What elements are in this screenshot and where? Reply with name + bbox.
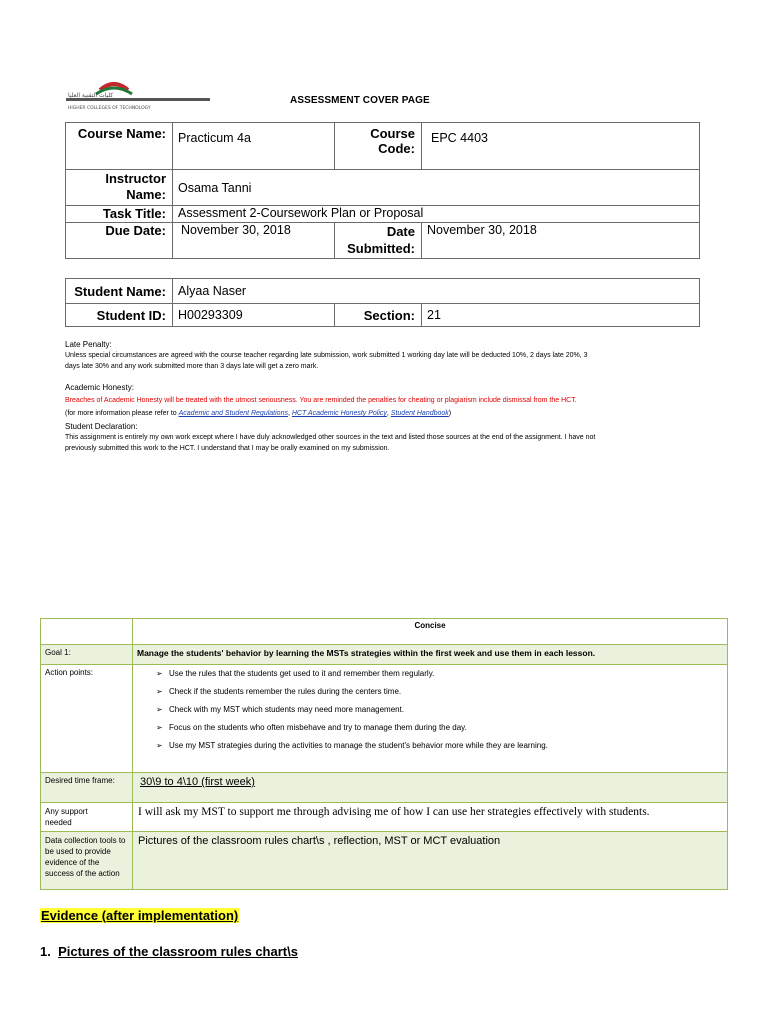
due-date-label: Due Date: (66, 223, 173, 259)
time-frame-text: 30\9 to 4\10 (first week) (140, 776, 255, 788)
more-info-suffix: ) (448, 410, 452, 417)
instructor-value: Osama Tanni (173, 170, 700, 206)
student-name-label: Student Name: (66, 279, 173, 304)
notes-section (65, 340, 710, 454)
date-submitted-label (335, 223, 422, 259)
goal-text: Manage the students' behavior by learning the MSTs strategies within the first week and use them in each lesson. (133, 645, 728, 665)
late-penalty-text-2: days late 30% and any work submitted more than 3 days late will get a zero mark. (65, 363, 319, 370)
student-id-value: H00293309 (173, 304, 335, 327)
action-point-item: ➢ Use my MST strategies during the activities to manage the student's behavior more while they are learning. (137, 741, 723, 759)
student-handbook-link[interactable]: Student Handbook (390, 410, 449, 417)
date-submitted-label-line1: Date (386, 224, 415, 239)
course-name-label: Course Name: (66, 123, 173, 170)
action-plan-table (40, 618, 728, 890)
hct-logo (62, 76, 214, 112)
date-submitted-label-line2: Submitted: (347, 241, 415, 256)
more-info-prefix: (for more information please refer to (65, 410, 179, 417)
time-frame-value (133, 773, 728, 803)
time-frame-label: Desired time frame: (41, 773, 133, 803)
support-label (41, 803, 133, 832)
action-point-item: ➢ Check with my MST which students may need more management. (137, 705, 723, 723)
late-penalty-title: Late Penalty: (65, 340, 112, 349)
academic-regulations-link[interactable]: Academic and Student Regulations (178, 410, 288, 417)
task-title-label: Task Title: (66, 206, 173, 223)
section-value: 21 (422, 304, 700, 327)
evidence-heading: Evidence (after implementation) (41, 908, 239, 923)
evidence-item-title (40, 944, 298, 959)
support-label-line2: needed (45, 818, 72, 827)
cover-page-title: ASSESSMENT COVER PAGE (290, 95, 430, 106)
goal-label: Goal 1: (41, 645, 133, 665)
data-collection-label: Data collection tools to be used to provide evidence of the success of the action (41, 832, 133, 890)
plan-heading: Concise (133, 619, 728, 645)
action-points-cell (133, 665, 728, 773)
svg-text:كليات التقنية العليا: كليات التقنية العليا (68, 92, 114, 99)
data-collection-value: Pictures of the classroom rules chart\s , reflection, MST or MCT evaluation (133, 832, 728, 890)
plan-heading-blank (41, 619, 133, 645)
student-declaration-text-2: previously submitted this work to the HCT. I understand that I may be orally examined on my submission. (65, 445, 390, 452)
student-declaration-text-1: This assignment is entirely my own work except where I have duly acknowledged other sources in the text and listed those sources at the end of the assignment. I have not (65, 434, 596, 441)
instructor-label-line1: Instructor (105, 171, 166, 186)
course-name-value: Practicum 4a (173, 123, 335, 170)
action-points-list (137, 669, 723, 759)
student-declaration-title: Student Declaration: (65, 422, 138, 431)
evidence-item-text: Pictures of the classroom rules chart\s (58, 944, 298, 959)
task-title-value: Assessment 2-Coursework Plan or Proposal (173, 206, 700, 223)
late-penalty-text-1: Unless special circumstances are agreed with the course teacher regarding late submission, work submitted 1 working day late will be deducted 10%, 2 days late 20%, 3 (65, 352, 588, 359)
support-label-line1: Any support (45, 807, 88, 816)
academic-honesty-policy-link[interactable]: HCT Academic Honesty Policy (291, 410, 387, 417)
course-info-table (65, 122, 700, 259)
action-point-item: ➢ Focus on the students who often misbehave and try to manage them during the day. (137, 723, 723, 741)
action-points-label: Action points: (41, 665, 133, 773)
svg-text:HIGHER COLLEGES OF TECHNOLOGY: HIGHER COLLEGES OF TECHNOLOGY (68, 106, 151, 111)
action-point-item: ➢ Check if the students remember the rules during the centers time. (137, 687, 723, 705)
support-value: I will ask my MST to support me through advising me of how I can use her strategies effectively with students. (133, 803, 728, 832)
date-submitted-value: November 30, 2018 (422, 223, 700, 259)
course-code-label: Course Code: (335, 123, 422, 170)
due-date-value: November 30, 2018 (173, 223, 335, 259)
instructor-label (66, 170, 173, 206)
academic-honesty-title: Academic Honesty: (65, 383, 134, 392)
more-info-line: (for more information please refer to Academic and Student Regulations, HCT Academic Honesty Policy, Student Handbook) (65, 410, 452, 417)
student-name-value: Alyaa Naser (173, 279, 700, 304)
student-id-label: Student ID: (66, 304, 173, 327)
instructor-label-line2: Name: (126, 187, 166, 202)
evidence-item-number: 1. (40, 944, 51, 959)
student-info-table (65, 278, 700, 327)
course-code-value: EPC 4403 (422, 123, 700, 170)
section-label: Section: (335, 304, 422, 327)
academic-honesty-warning: Breaches of Academic Honesty will be treated with the utmost seriousness. You are reminded the penalties for cheating or plagiarism include dismissal from the HCT. (65, 397, 577, 404)
action-point-item: ➢ Use the rules that the students get used to it and remember them regularly. (137, 669, 723, 687)
